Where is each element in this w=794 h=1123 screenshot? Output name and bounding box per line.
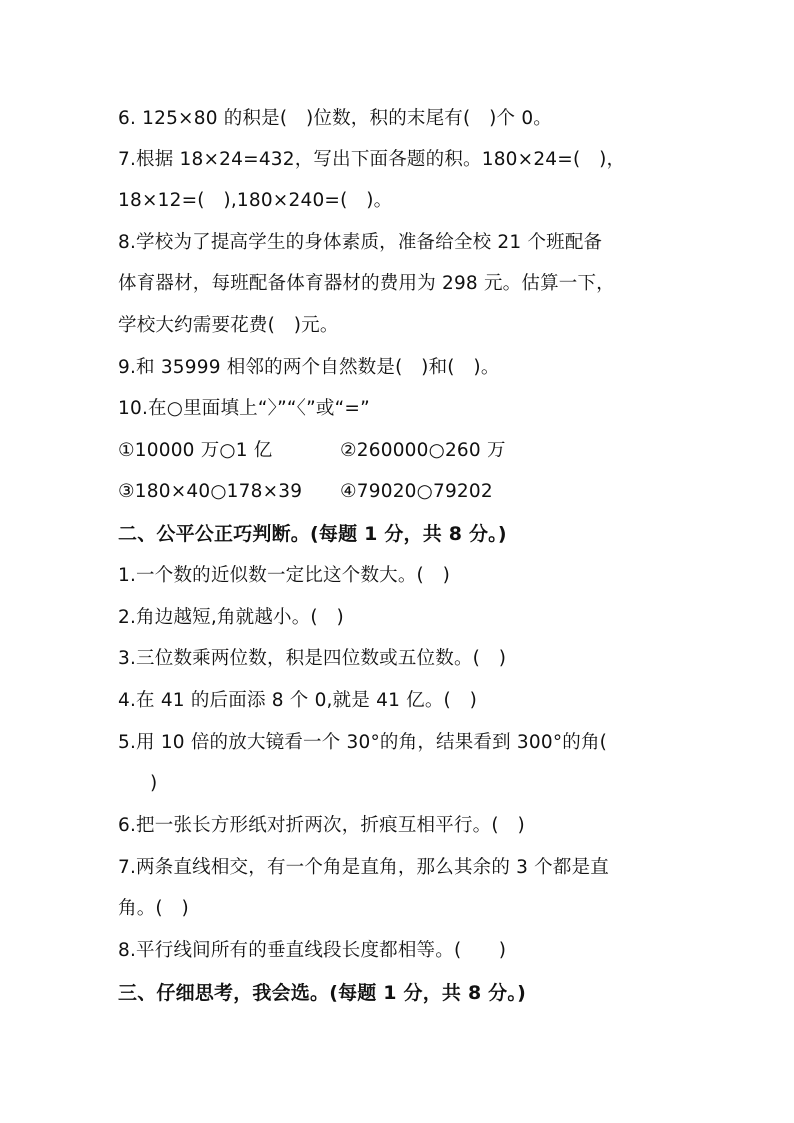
question-10-item-4: ④79020○79202	[340, 481, 493, 502]
question-10-item-2: ②260000○260 万	[340, 440, 506, 461]
judge-item-8: 8.平行线间所有的垂直线段长度都相等。( )	[118, 940, 507, 961]
judge-item-3: 3.三位数乘两位数，积是四位数或五位数。( )	[118, 648, 507, 669]
question-8-line-2: 体育器材，每班配备体育器材的费用为 298 元。估算一下，	[118, 273, 615, 294]
question-9: 9.和 35999 相邻的两个自然数是( )和( )。	[118, 357, 500, 378]
judge-item-1: 1.一个数的近似数一定比这个数大。( )	[118, 565, 451, 586]
question-10-item-1: ①10000 万○1 亿	[118, 440, 273, 461]
judge-item-2: 2.角边越短,角就越小。( )	[118, 607, 344, 628]
question-7-line-1: 7.根据 18×24=432，写出下面各题的积。180×24=( )，	[118, 149, 626, 170]
judge-item-5-line-2: )	[150, 773, 158, 794]
judge-item-4: 4.在 41 的后面添 8 个 0,就是 41 亿。( )	[118, 690, 478, 711]
question-8-line-3: 学校大约需要花费( )元。	[118, 315, 339, 336]
judge-item-5-line-1: 5.用 10 倍的放大镜看一个 30°的角，结果看到 300°的角(	[118, 732, 608, 753]
section-3-heading: 三、仔细思考，我会选。(每题 1 分，共 8 分。)	[118, 982, 526, 1004]
question-10-item-3: ③180×40○178×39	[118, 481, 303, 502]
question-10: 10.在○里面填上“〉”“〈”或“=”	[118, 398, 370, 419]
question-6: 6. 125×80 的积是( )位数，积的末尾有( )个 0。	[118, 108, 552, 129]
question-8-line-1: 8.学校为了提高学生的身体素质，准备给全校 21 个班配备	[118, 232, 603, 253]
judge-item-7-line-2: 角。( )	[118, 898, 189, 919]
judge-item-6: 6.把一张长方形纸对折两次，折痕互相平行。( )	[118, 815, 525, 836]
question-7-line-2: 18×12=( ),180×240=( )。	[118, 190, 393, 211]
section-2-heading: 二、公平公正巧判断。(每题 1 分，共 8 分。)	[118, 523, 507, 545]
judge-item-7-line-1: 7.两条直线相交，有一个角是直角，那么其余的 3 个都是直	[118, 857, 609, 878]
